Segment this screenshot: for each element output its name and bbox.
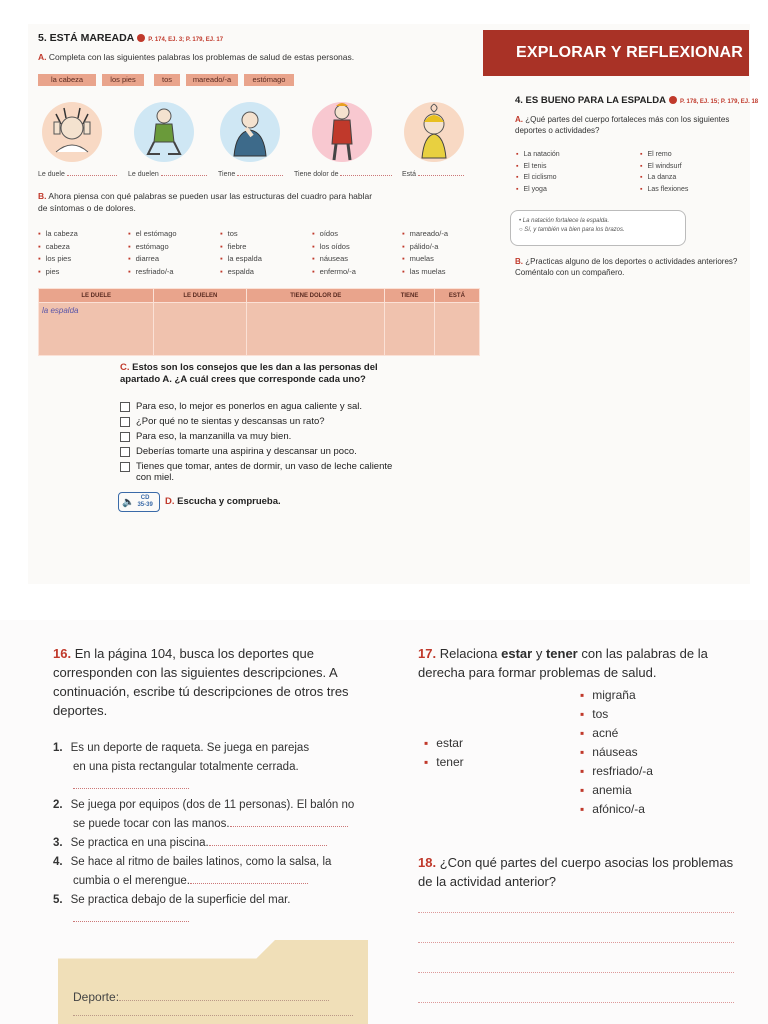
foot-pain-person-illustration: [134, 102, 194, 162]
answer-line[interactable]: [53, 777, 393, 796]
deporte-label: Deporte:: [73, 990, 329, 1004]
advice-item[interactable]: Para eso, lo mejor es ponerlos en agua caliente y sal.: [120, 401, 362, 412]
checkbox[interactable]: [120, 402, 130, 412]
table-cell-handwritten[interactable]: la espalda: [39, 303, 154, 356]
symptom-table: [38, 288, 480, 356]
bubble-line: • La natación fortalece la espalda.: [519, 218, 610, 224]
list-item: 2. Se juega por equipos (dos de 11 personas). El balón no: [53, 799, 355, 811]
exercise-5b-instruction: B. Ahora piensa con qué palabras se pueden usar las estructuras del cuadro para hablar de síntomas o de dolores.: [38, 191, 373, 213]
word-box: tos: [154, 74, 180, 86]
cd-label: CD: [140, 495, 150, 501]
answer-line[interactable]: [53, 910, 393, 929]
checkbox[interactable]: [120, 432, 130, 442]
table-cell[interactable]: [247, 303, 385, 356]
list-item-cont: en una pista rectangular totalmente cerrada.: [73, 761, 299, 773]
word-item[interactable]: ▪ acné: [580, 724, 653, 743]
stomach-ache-person-illustration: [312, 102, 372, 162]
word-box: la cabeza: [38, 74, 96, 86]
answer-line[interactable]: [418, 1002, 734, 1003]
blank-label: Le duelen: [128, 166, 207, 178]
blank-label: Está: [402, 166, 464, 178]
verb-list: [424, 734, 464, 772]
list-item: 3. Se practica en una piscina.: [53, 834, 393, 853]
list-item-cont: cumbia o el merengue.: [53, 872, 393, 891]
deporte-answer-line[interactable]: [73, 1015, 353, 1016]
exercise-16-list: [53, 739, 393, 929]
advice-item[interactable]: Para eso, la manzanilla va muy bien.: [120, 431, 291, 442]
word-box: estómago: [244, 74, 294, 86]
word-item[interactable]: ▪ tos: [580, 705, 653, 724]
checkbox[interactable]: [120, 417, 130, 427]
exercise-5c-instruction: C. Estos son los consejos que les dan a las personas del apartado A. ¿A cuál crees que corresponde cada uno?: [120, 362, 378, 385]
audio-cd-button[interactable]: [118, 492, 160, 512]
checkbox[interactable]: [120, 462, 130, 472]
word-item[interactable]: ▪ resfriado/-a: [580, 762, 653, 781]
blank-label: Tiene: [218, 166, 283, 178]
sports-list-right: ▪ El remo ▪ El windsurf ▪ La danza ▪ Las flexiones: [640, 149, 688, 195]
sick-person-illustration: [220, 102, 280, 162]
speaker-icon: 🔈: [122, 496, 135, 508]
dizzy-person-illustration: [404, 102, 464, 162]
advice-item[interactable]: Deberías tomarte una aspirina y descansar un poco.: [120, 446, 357, 457]
list-item: 4. Se hace al ritmo de bailes latinos, como la salsa, la: [53, 856, 332, 868]
exercise-4b-instruction: B. ¿Practicas alguno de los deportes o actividades anteriores? Coméntalo con un compañero.: [515, 257, 738, 277]
reference-icon: [669, 96, 677, 104]
word-column-4: ▪ oídos ▪ los oídos ▪ náuseas ▪ enfermo/-a: [312, 228, 356, 278]
table-header: TIENE: [385, 289, 435, 303]
word-column-1: ▪ la cabeza ▪ cabeza ▪ los pies ▪ pies: [38, 228, 78, 278]
cd-tracks: 35-39: [137, 502, 153, 508]
word-item[interactable]: ▪ afónico/-a: [580, 800, 653, 819]
headache-person-illustration: [42, 102, 102, 162]
exercise-5-title: 5. ESTÁ MAREADA P. 174, EJ. 3; P. 179, EJ. 17: [38, 32, 224, 44]
checkbox[interactable]: [120, 447, 130, 457]
explorar-banner: EXPLORAR Y REFLEXIONAR: [483, 30, 749, 76]
verb-item[interactable]: ▪ estar: [424, 734, 464, 753]
table-header: LE DUELE: [39, 289, 154, 303]
health-word-list: [580, 686, 653, 819]
sports-list-left: ▪ La natación ▪ El tenis ▪ El ciclismo ▪ El yoga: [516, 149, 560, 195]
word-item[interactable]: ▪ anemia: [580, 781, 653, 800]
word-column-2: ▪ el estómago ▪ estómago ▪ diarrea ▪ resfriado/-a: [128, 228, 177, 278]
exercise-18-instruction: 18. ¿Con qué partes del cuerpo asocias los problemas de la actividad anterior?: [418, 855, 734, 889]
exercise-16-instruction: 16. En la página 104, busca los deportes que corresponden con las siguientes descripciones. A continuación, escribe tú descripciones de otros tres deportes.: [53, 646, 349, 718]
word-item[interactable]: ▪ migraña: [580, 686, 653, 705]
exercise-17-instruction: 17. Relaciona estar y tener con las palabras de la derecha para formar problemas de salud.: [418, 646, 708, 680]
word-column-5: ▪ mareado/-a ▪ pálido/-a ▪ muelas ▪ las muelas: [402, 228, 448, 278]
exercise-5a-instruction: A. Completa con las siguientes palabras los problemas de salud de estas personas.: [38, 52, 355, 62]
list-item: 1. Es un deporte de raqueta. Se juega en parejas: [53, 742, 310, 754]
table-cell[interactable]: [154, 303, 247, 356]
verb-item[interactable]: ▪ tener: [424, 753, 464, 772]
word-column-3: ▪ tos ▪ fiebre ▪ la espalda ▪ espalda: [220, 228, 262, 278]
advice-item[interactable]: ¿Por qué no te sientas y descansas un rato?: [120, 416, 325, 427]
answer-line[interactable]: [418, 912, 734, 913]
word-box: mareado/-a: [186, 74, 238, 86]
list-item: 5. Se practica debajo de la superficie del mar.: [53, 894, 291, 906]
exercise-4a-instruction: A. ¿Qué partes del cuerpo fortaleces más con los siguientes deportes o actividades?: [515, 115, 730, 135]
blank-label: Le duele: [38, 166, 117, 178]
word-box: los pies: [102, 74, 144, 86]
exercise-5d-instruction: D. Escucha y comprueba.: [165, 496, 281, 507]
list-item-cont: se puede tocar con las manos.: [53, 815, 393, 834]
table-header: LE DUELEN: [154, 289, 247, 303]
word-item[interactable]: ▪ náuseas: [580, 743, 653, 762]
table-header: TIENE DOLOR DE: [247, 289, 385, 303]
table-header: ESTÁ: [434, 289, 479, 303]
exercise-4-title: 4. ES BUENO PARA LA ESPALDA P. 178, EJ. 15; P. 179, EJ. 18: [515, 95, 759, 106]
speech-bubble: [510, 210, 686, 246]
table-cell[interactable]: [434, 303, 479, 356]
answer-line[interactable]: [418, 942, 734, 943]
reference-icon: [137, 34, 145, 42]
bubble-line: ○ Sí, y también va bien para los brazos.: [519, 226, 625, 233]
advice-item[interactable]: Tienes que tomar, antes de dormir, un vaso de leche caliente con miel.: [120, 461, 400, 483]
table-cell[interactable]: [385, 303, 435, 356]
blank-label: Tiene dolor de: [294, 166, 392, 178]
answer-line[interactable]: [418, 972, 734, 973]
